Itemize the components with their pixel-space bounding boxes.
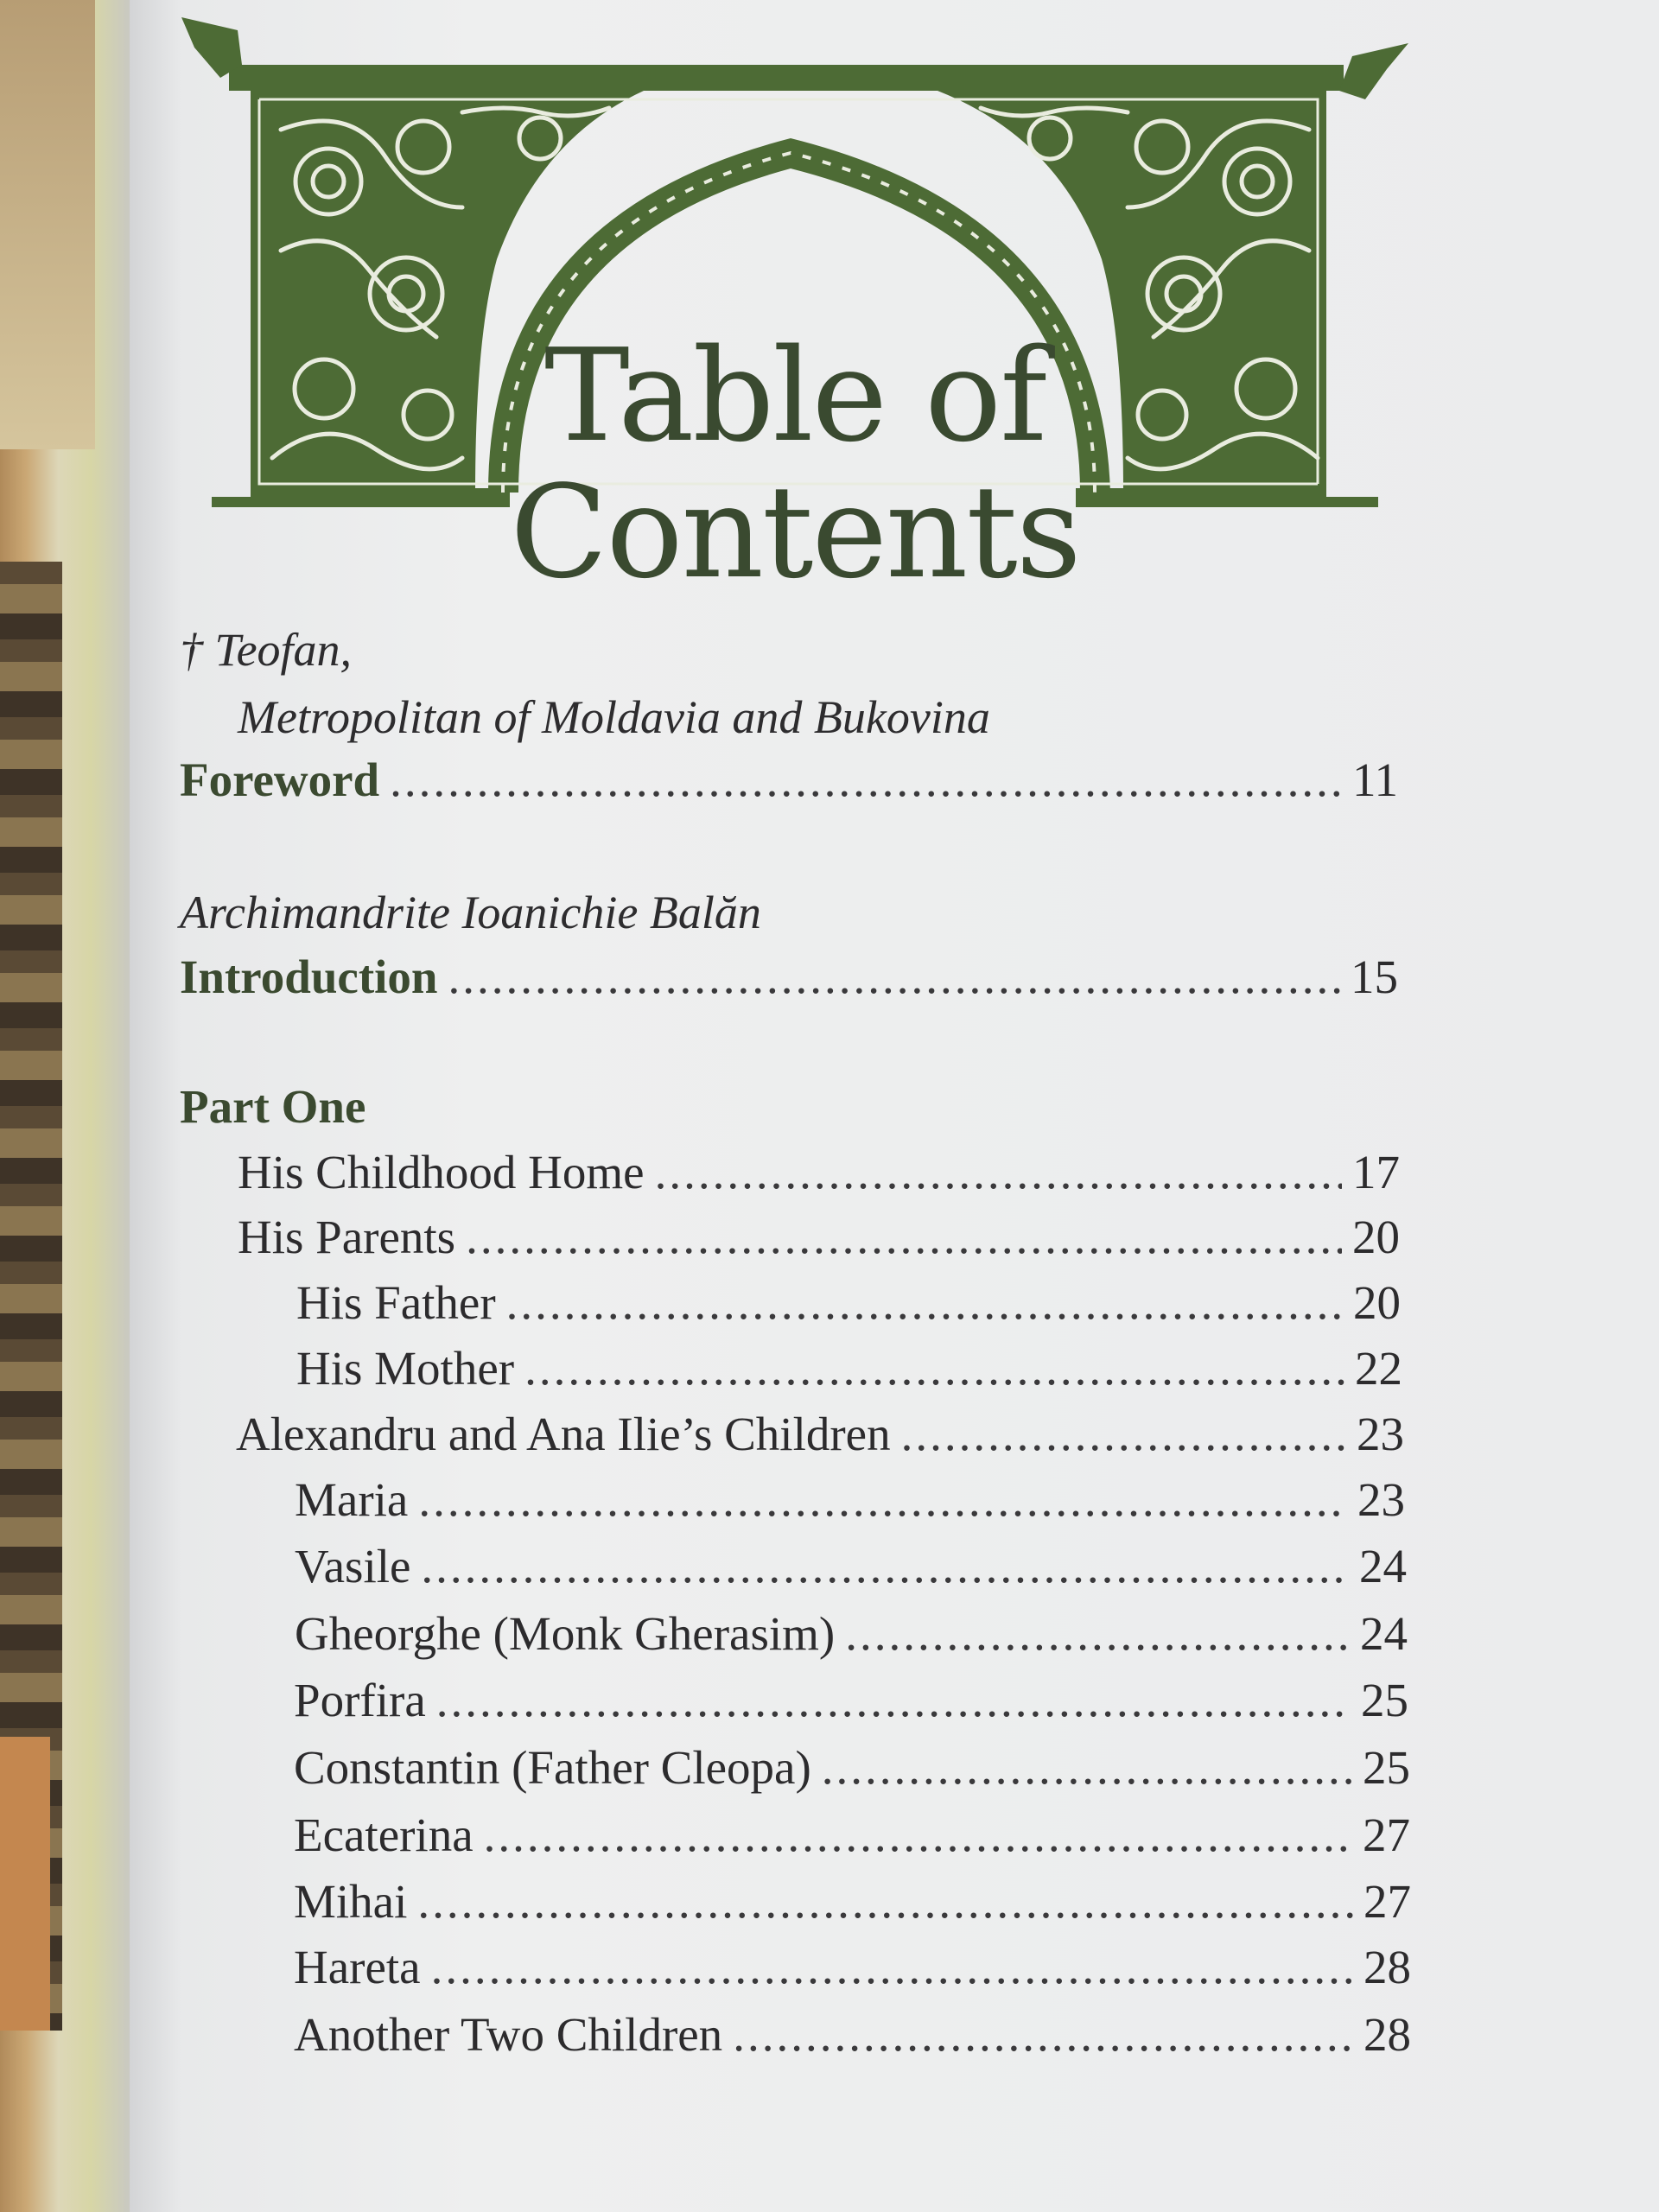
toc-entry[interactable] <box>296 1276 1401 1330</box>
dot-leader <box>845 1607 1350 1661</box>
toc-entry-page: 22 <box>1355 1342 1402 1395</box>
toc-entry-page: 24 <box>1359 1540 1407 1592</box>
dot-leader <box>421 1540 1349 1593</box>
toc-entry[interactable] <box>294 1941 1411 1994</box>
dot-leader <box>436 1674 1351 1727</box>
toc-entry-page: 28 <box>1363 2008 1411 2061</box>
toc-entry-label: His Childhood Home <box>238 1146 645 1198</box>
foreword-author: † Teofan, <box>180 624 353 676</box>
toc-entry[interactable] <box>294 1741 1410 1795</box>
dot-leader <box>448 950 1341 1004</box>
title-line-2: Contents <box>510 458 1080 607</box>
toc-entry[interactable] <box>236 1408 1404 1461</box>
dot-leader <box>466 1211 1342 1264</box>
toc-entry-label: Vasile <box>295 1540 411 1592</box>
toc-entry-foreword[interactable] <box>180 753 1398 807</box>
toc-entry-page: 24 <box>1360 1607 1408 1660</box>
toc-entry-page: 17 <box>1352 1146 1400 1198</box>
toc-entry-page: 25 <box>1361 1674 1408 1726</box>
toc-entry-label: Maria <box>295 1473 409 1526</box>
toc-entry[interactable] <box>238 1211 1400 1264</box>
toc-entry-label: His Father <box>296 1276 496 1329</box>
toc-entry-page: 23 <box>1357 1473 1405 1526</box>
dot-leader <box>417 1875 1353 1929</box>
dot-leader <box>733 2008 1353 2062</box>
toc-entry-label: His Mother <box>296 1342 515 1395</box>
toc-entry-label: Hareta <box>294 1941 421 1993</box>
toc-entry-page: 11 <box>1352 753 1398 806</box>
dot-leader <box>655 1146 1342 1199</box>
part-one-heading: Part One <box>180 1080 366 1133</box>
dot-leader <box>506 1276 1343 1330</box>
toc-entry-page: 20 <box>1353 1276 1401 1329</box>
toc-entry[interactable] <box>294 1674 1408 1727</box>
toc-entry-page: 23 <box>1357 1408 1404 1460</box>
toc-entry[interactable] <box>296 1342 1402 1395</box>
toc-entry[interactable] <box>295 1540 1407 1593</box>
dot-leader <box>418 1473 1347 1527</box>
title-line-1: Table of <box>543 321 1046 471</box>
toc-entry-label: Porfira <box>294 1674 426 1726</box>
toc-entry-label: Another Two Children <box>294 2008 723 2061</box>
toc-entry-page: 27 <box>1363 1808 1410 1861</box>
toc-entry-label: His Parents <box>238 1211 456 1263</box>
toc-entry-label: Gheorghe (Monk Gherasim) <box>295 1607 836 1660</box>
toc-entry-page: 20 <box>1352 1211 1400 1263</box>
toc-entry-page: 25 <box>1363 1741 1410 1794</box>
toc-entry-label: Constantin (Father Cleopa) <box>294 1741 811 1794</box>
toc-entry-page: 15 <box>1351 950 1398 1003</box>
dot-leader <box>484 1808 1352 1862</box>
toc-entry-page: 28 <box>1363 1941 1411 1993</box>
toc-entry-label: Alexandru and Ana Ilie’s Children <box>236 1408 891 1460</box>
foreword-author-title: Metropolitan of Moldavia and Bukovina <box>238 691 990 743</box>
dot-leader <box>524 1342 1344 1395</box>
dot-leader <box>431 1941 1353 1994</box>
toc-entry-label: Ecaterina <box>294 1808 474 1861</box>
toc-entry-label: Foreword <box>180 753 380 806</box>
introduction-author: Archimandrite Ioanichie Balăn <box>180 887 761 938</box>
toc-entry[interactable] <box>294 1808 1410 1862</box>
toc-entry-introduction[interactable] <box>180 950 1398 1004</box>
dot-leader <box>390 753 1342 807</box>
toc-entry[interactable] <box>295 1607 1408 1661</box>
dot-leader <box>822 1741 1352 1795</box>
toc-entry[interactable] <box>238 1146 1400 1199</box>
dot-leader <box>901 1408 1346 1461</box>
toc-entry[interactable] <box>295 1473 1405 1527</box>
toc-entry[interactable] <box>294 2008 1411 2062</box>
toc-entry-page: 27 <box>1363 1875 1411 1928</box>
toc-entry-label: Mihai <box>294 1875 408 1928</box>
toc-entry-label: Introduction <box>180 950 438 1003</box>
toc-entry[interactable] <box>294 1875 1411 1929</box>
